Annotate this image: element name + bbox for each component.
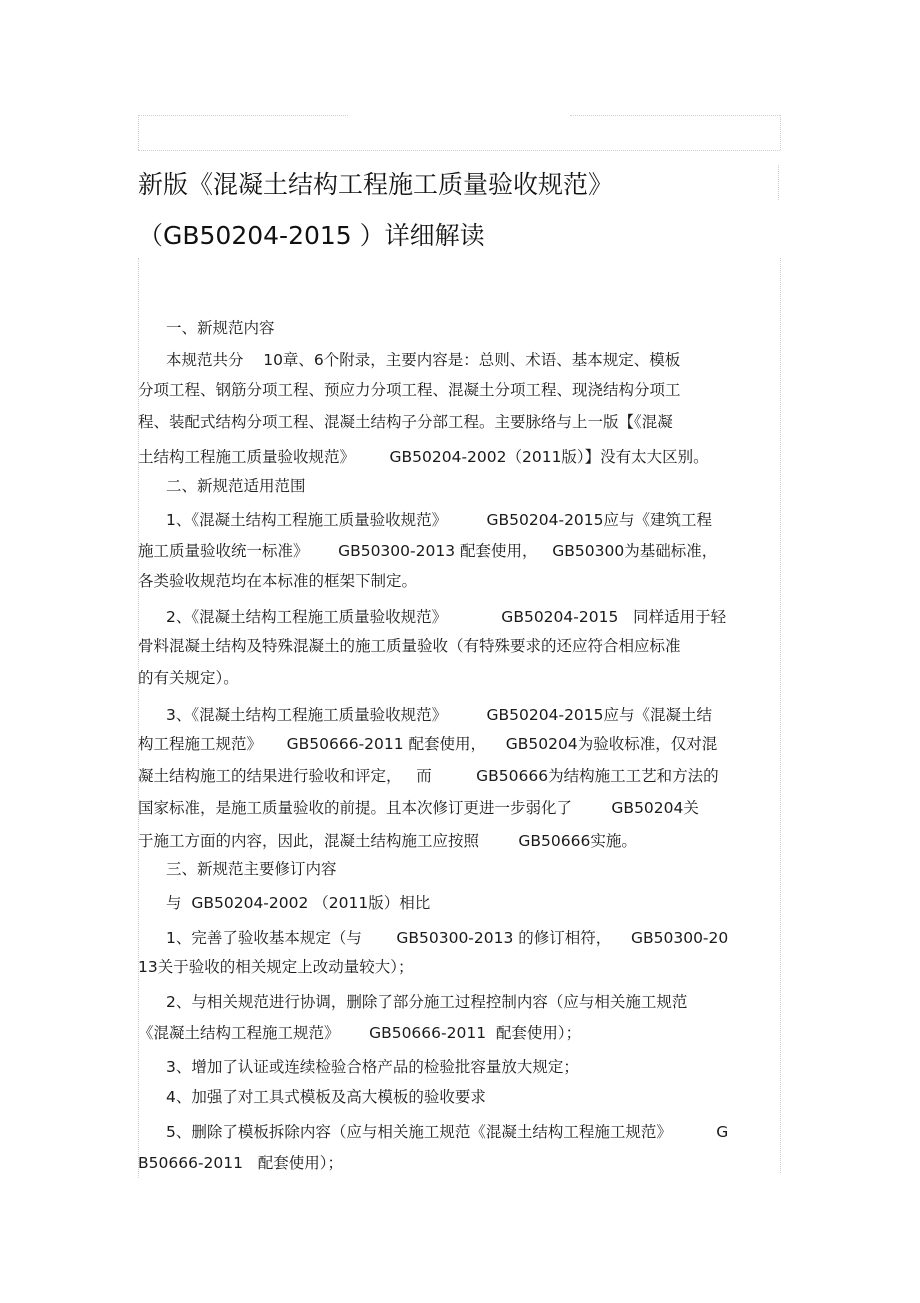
body-line: 施工质量验收统一标准》 GB50300-2013 配套使用， GB50300为基础标准，	[138, 542, 718, 560]
body-line: 5、删除了模板拆除内容（应与相关施工规范《混凝土结构工程施工规范》 G	[166, 1123, 729, 1141]
body-line: 骨料混凝土结构及特殊混凝土的施工质量验收（有特殊要求的还应符合相应标准	[138, 637, 681, 655]
body-line: 于施工方面的内容，因此，混凝土结构施工应按照 GB50666实施。	[138, 832, 637, 850]
body-line: 的有关规定）。	[138, 669, 239, 687]
frame-left-rule-top	[138, 115, 139, 150]
body-line: 4、加强了对工具式模板及高大模板的验收要求	[166, 1088, 486, 1106]
frame-mid-rule	[138, 150, 780, 151]
body-line: 程、装配式结构分项工程、混凝土结构子分部工程。主要脉络与上一版【《混凝	[138, 413, 673, 431]
frame-top-left-rule	[138, 115, 348, 116]
body-line: 3、增加了认证或连续检验合格产品的检验批容量放大规定；	[166, 1058, 579, 1076]
body-line: 1、完善了验收基本规定（与 GB50300-2013 的修订相符， GB50300-20	[166, 929, 729, 947]
body-line: 构工程施工规范》 GB50666-2011 配套使用， GB50204为验收标准，仅对混	[138, 735, 718, 753]
frame-right-rule-body	[780, 258, 781, 1173]
body-line: 2、与相关规范进行协调，删除了部分施工过程控制内容（应与相关施工规范	[166, 993, 688, 1011]
body-line: 各类验收规范均在本标准的框架下制定。	[138, 572, 418, 590]
body-line: 国家标准，是施工质量验收的前提。且本次修订更进一步弱化了 GB50204关	[138, 799, 699, 817]
body-line: 本规范共分 10章、6个附录，主要内容是：总则、术语、基本规定、模板	[166, 351, 681, 369]
frame-top-right-rule	[570, 115, 780, 116]
section-heading-revisions: 三、新规范主要修订内容	[166, 860, 337, 878]
body-line: 《混凝土结构工程施工规范》 GB50666-2011 配套使用）；	[138, 1024, 582, 1042]
document-title-line1: 新版《混凝土结构工程施工质量验收规范》	[138, 170, 614, 199]
section-heading-scope: 二、新规范适用范围	[166, 477, 306, 495]
frame-right-rule-top	[780, 115, 781, 150]
body-line: 3、《混凝土结构工程施工质量验收规范》 GB50204-2015应与《混凝土结	[166, 706, 713, 724]
body-line: 1、《混凝土结构工程施工质量验收规范》 GB50204-2015应与《建筑工程	[166, 511, 713, 529]
body-line: 2、《混凝土结构工程施工质量验收规范》 GB50204-2015 同样适用于轻	[166, 608, 727, 626]
body-line: 凝土结构施工的结果进行验收和评定， 而 GB50666为结构施工工艺和方法的	[138, 767, 719, 785]
body-line: 土结构工程施工质量验收规范》 GB50204-2002（2011版）】没有太大区别。	[138, 448, 709, 466]
body-line: 13关于验收的相关规定上改动量较大）；	[138, 958, 414, 976]
section-heading-content: 一、新规范内容	[166, 319, 275, 337]
document-title-line2: （GB50204-2015 ）详细解读	[138, 221, 485, 250]
body-line: 与 GB50204-2002 （2011版）相比	[166, 894, 431, 912]
body-line: B50666-2011 配套使用）；	[138, 1154, 344, 1172]
frame-right-rule-title	[778, 165, 779, 200]
body-line: 分项工程、钢筋分项工程、预应力分项工程、混凝土分项工程、现浇结构分项工	[138, 381, 681, 399]
